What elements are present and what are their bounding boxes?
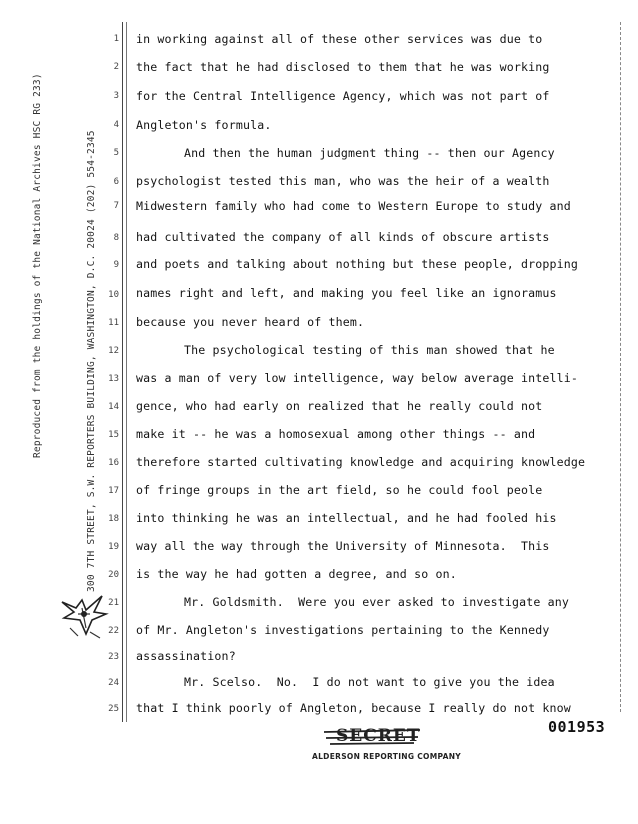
line-number: 5 (113, 148, 119, 158)
line-number: 23 (108, 652, 119, 662)
transcript-line: for the Central Intelligence Agency, which was not part of (136, 89, 550, 103)
line-number: 21 (108, 598, 119, 608)
transcript-line: because you never heard of them. (136, 315, 365, 329)
transcript-line: Mr. Goldsmith. Were you ever asked to investigate any (184, 595, 570, 609)
stamp-strikethrough (322, 724, 422, 748)
line-number: 6 (113, 177, 119, 187)
line-number: 15 (108, 430, 119, 440)
line-number: 8 (113, 233, 119, 243)
transcript-line: had cultivated the company of all kinds of obscure artists (136, 230, 550, 244)
transcript-line: of Mr. Angleton's investigations pertaining to the Kennedy (136, 623, 550, 637)
right-margin-rule (620, 22, 621, 712)
transcript-line: names right and left, and making you feel like an ignoramus (136, 286, 557, 300)
line-number: 17 (108, 486, 119, 496)
line-number: 25 (108, 704, 119, 714)
archives-margin-note: Reproduced from the holdings of the National Archives HSC RG 233) (32, 73, 43, 458)
transcript-line: into thinking he was an intellectual, and he had fooled his (136, 511, 557, 525)
transcript-line: Midwestern family who had come to Western Europe to study and (136, 199, 571, 213)
line-number: 14 (108, 402, 119, 412)
transcript-line: way all the way through the University of Minnesota. This (136, 539, 550, 553)
line-number: 19 (108, 542, 119, 552)
left-margin-rule-inner (126, 22, 127, 722)
transcript-line: Mr. Scelso. No. I do not want to give you the idea (184, 675, 555, 689)
transcript-line: that I think poorly of Angleton, because I really do not know (136, 701, 571, 715)
page-number: 001953 (548, 718, 606, 736)
transcript-line: gence, who had early on realized that he really could not (136, 399, 543, 413)
line-number: 9 (113, 260, 119, 270)
transcript-line: was a man of very low intelligence, way below average intelli- (136, 371, 579, 385)
line-number: 7 (113, 201, 119, 211)
line-number: 20 (108, 570, 119, 580)
line-number: 22 (108, 626, 119, 636)
line-number: 16 (108, 458, 119, 468)
transcript-line: is the way he had gotten a degree, and so on. (136, 567, 457, 581)
eagle-seal-icon (56, 588, 112, 644)
reporter-address-margin: 300 7TH STREET, S.W. REPORTERS BUILDING, WASHINGTON, D.C. 20024 (202) 554-2345 (86, 130, 97, 592)
transcript-line: And then the human judgment thing -- then our Agency (184, 146, 555, 160)
line-number: 4 (113, 120, 119, 130)
line-number: 1 (113, 34, 119, 44)
transcript-line: assassination? (136, 649, 236, 663)
transcript-line: the fact that he had disclosed to them that he was working (136, 60, 550, 74)
line-number: 24 (108, 678, 119, 688)
line-number: 2 (113, 62, 119, 72)
transcript-line: psychologist tested this man, who was the heir of a wealth (136, 174, 550, 188)
transcript-line: therefore started cultivating knowledge and acquiring knowledge (136, 455, 586, 469)
line-number: 18 (108, 514, 119, 524)
line-number: 3 (113, 91, 119, 101)
transcript-line: Angleton's formula. (136, 118, 272, 132)
left-margin-rule (122, 22, 123, 722)
line-number: 10 (108, 290, 119, 300)
reporting-company: ALDERSON REPORTING COMPANY (312, 752, 461, 761)
transcript-line: make it -- he was a homosexual among other things -- and (136, 427, 536, 441)
secret-stamp: SECRET (336, 726, 421, 746)
transcript-line: in working against all of these other services was due to (136, 32, 543, 46)
line-number: 12 (108, 346, 119, 356)
line-number: 11 (108, 318, 119, 328)
transcript-line: of fringe groups in the art field, so he could fool peole (136, 483, 543, 497)
line-number: 13 (108, 374, 119, 384)
transcript-line: The psychological testing of this man showed that he (184, 343, 555, 357)
transcript-line: and poets and talking about nothing but these people, dropping (136, 257, 579, 271)
